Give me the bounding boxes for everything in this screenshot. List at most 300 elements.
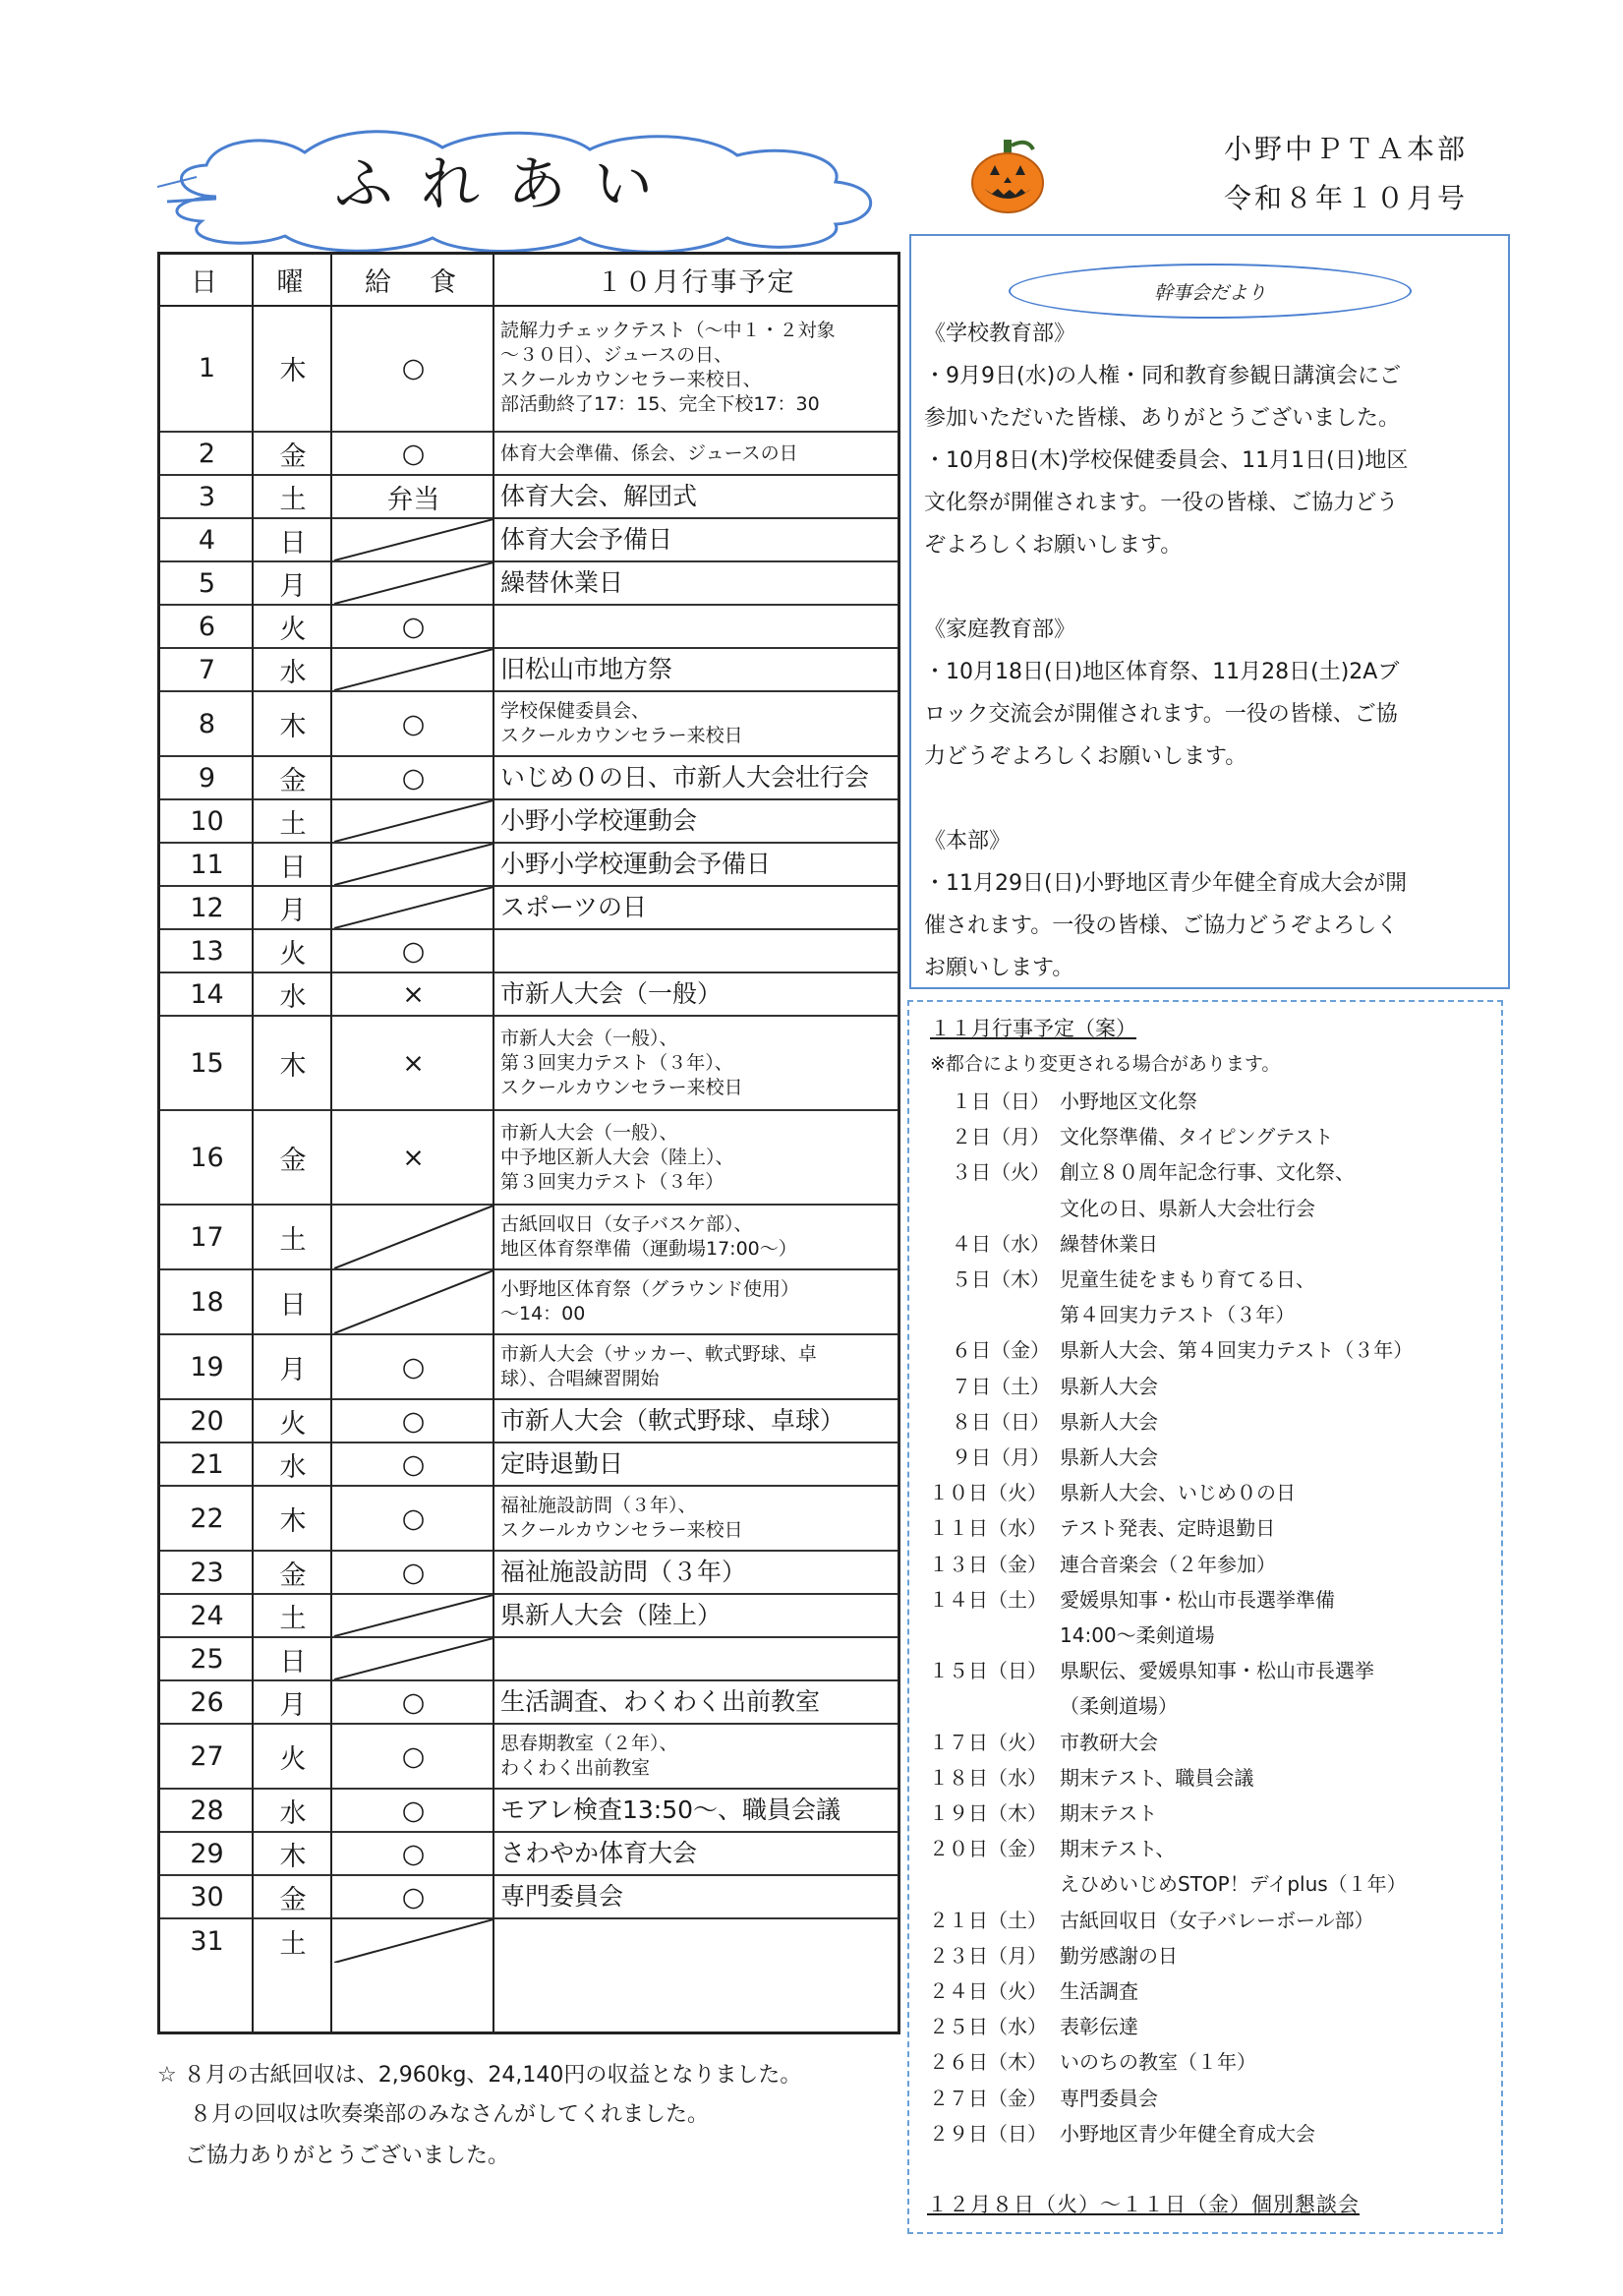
november-date: １３日（金） <box>929 1552 1047 1576</box>
event-line: スクールカウンセラー来校日、 <box>500 369 762 390</box>
row-weekday: 木 <box>279 1841 307 1872</box>
row-events-text <box>500 525 672 555</box>
november-event: 勤労感謝の日 <box>1060 1943 1178 1968</box>
row-day: 11 <box>190 849 224 880</box>
row-events <box>496 305 892 431</box>
november-date: ２０日（金） <box>929 1837 1047 1861</box>
row-day: 23 <box>190 1557 224 1588</box>
row-lunch: ○ <box>401 1838 426 1869</box>
row-events <box>496 476 892 517</box>
paper-recycling-note: ご協力ありがとうございました。 <box>185 2144 510 2168</box>
november-event: 表彰伝達 <box>1060 2015 1138 2039</box>
paper-recycling-note: ８月の回収は吹奏楽部のみなさんがしてくれました。 <box>190 2102 710 2127</box>
row-day: 30 <box>190 1881 224 1913</box>
row-lunch: ○ <box>401 1881 426 1913</box>
row-weekday: 月 <box>279 570 307 602</box>
table-row <box>160 1552 898 1595</box>
october-schedule-table <box>157 252 900 2034</box>
event-line: 繰替休業日 <box>500 568 624 597</box>
row-day: 25 <box>190 1643 224 1675</box>
row-lunch: ○ <box>401 1351 426 1383</box>
row-events <box>496 973 892 1015</box>
row-weekday: 金 <box>279 1145 307 1176</box>
row-day: 29 <box>190 1838 224 1869</box>
november-heading: １１月行事予定（案） <box>930 1017 1136 1040</box>
row-day: 7 <box>198 654 216 685</box>
row-day: 13 <box>190 935 224 967</box>
no-lunch-slash <box>334 562 493 604</box>
row-weekday: 木 <box>279 355 307 386</box>
november-event: 小野地区青少年健全育成大会 <box>1060 2121 1315 2146</box>
november-date: １４日（土） <box>929 1587 1047 1612</box>
november-date: ２９日（日） <box>929 2121 1047 2146</box>
event-line: 読解力チェックテスト（〜中１・２対象 <box>500 320 836 341</box>
issue-date: 令和８年１０月号 <box>1224 182 1469 214</box>
row-events-text <box>500 1027 743 1100</box>
table-row <box>160 433 898 476</box>
row-events-text <box>500 655 672 684</box>
table-row <box>160 1833 898 1876</box>
november-event: 第４回実力テスト（３年） <box>1060 1303 1296 1327</box>
row-day: 2 <box>198 438 216 469</box>
event-line: 市新人大会（一般） <box>500 979 723 1008</box>
row-lunch: ○ <box>401 708 426 739</box>
event-line: 部活動終了17：15、完全下校17：30 <box>500 393 820 415</box>
row-weekday: 金 <box>279 765 307 796</box>
november-event: 繰替休業日 <box>1060 1231 1158 1256</box>
row-events-text <box>500 482 697 511</box>
november-event: 生活調査 <box>1060 1979 1138 2003</box>
row-day: 14 <box>190 978 224 1010</box>
row-events <box>496 1017 892 1109</box>
row-weekday: 月 <box>279 1689 307 1721</box>
row-weekday: 土 <box>279 808 307 840</box>
table-row <box>160 1595 898 1638</box>
event-line: スクールカウンセラー来校日 <box>500 725 743 746</box>
november-caution: ※都合により変更される場合があります。 <box>930 1053 1281 1075</box>
row-events <box>496 1206 892 1268</box>
row-day: 18 <box>190 1286 224 1318</box>
table-row <box>160 930 898 973</box>
event-line: 第３回実力テスト（３年） <box>500 1170 725 1193</box>
event-line: 福祉施設訪問（３年）、 <box>500 1495 697 1516</box>
event-line: 学校保健委員会、 <box>500 700 651 722</box>
row-weekday: 月 <box>279 895 307 926</box>
row-events <box>496 606 892 647</box>
november-event: 県新人大会 <box>1060 1445 1158 1469</box>
row-events <box>496 1790 892 1831</box>
row-events-text <box>500 1687 820 1717</box>
november-event: 連合音楽会（２年参加） <box>1060 1552 1276 1576</box>
event-line: 体育大会予備日 <box>500 525 673 554</box>
row-events <box>496 1725 892 1788</box>
november-event: 県新人大会 <box>1060 1409 1158 1434</box>
row-events-text <box>500 442 798 466</box>
event-line: さわやか体育大会 <box>500 1839 698 1867</box>
row-day: 5 <box>198 567 216 599</box>
row-weekday: 日 <box>279 1646 307 1678</box>
organization-name: 小野中ＰＴＡ本部 <box>1224 133 1469 165</box>
row-day: 4 <box>198 524 216 556</box>
header-day: 日 <box>191 267 223 298</box>
row-day: 10 <box>190 805 224 837</box>
event-line: 県新人大会（陸上） <box>500 1601 723 1629</box>
table-row <box>160 973 898 1017</box>
row-events <box>496 887 892 928</box>
table-row <box>160 757 898 800</box>
row-day: 16 <box>190 1142 224 1173</box>
row-events-text <box>500 1558 746 1587</box>
november-date: ８日（日） <box>952 1409 1050 1434</box>
row-events-text <box>500 1882 623 1912</box>
row-weekday: 火 <box>279 938 307 970</box>
row-lunch: ○ <box>401 1405 426 1437</box>
row-events-text <box>500 1601 722 1630</box>
table-row <box>160 519 898 562</box>
event-line: 旧松山市地方祭 <box>500 655 673 683</box>
kanji-news-line: ・9月9日(水)の人権・同和教育参観日講演会にご <box>924 364 1402 388</box>
november-date: １８日（水） <box>929 1765 1047 1790</box>
kanji-news-line: ・10月18日(日)地区体育祭、11月28日(土)2Aブ <box>924 660 1400 684</box>
november-date: ２１日（土） <box>929 1908 1047 1932</box>
row-lunch: ○ <box>401 935 426 967</box>
table-row <box>160 1017 898 1111</box>
row-events-text <box>500 699 743 748</box>
column-divider <box>493 255 494 2031</box>
row-weekday: 水 <box>279 981 307 1013</box>
row-events-text <box>500 1494 743 1543</box>
row-lunch: ○ <box>401 1686 426 1718</box>
november-event: テスト発表、定時退勤日 <box>1060 1516 1276 1541</box>
row-events <box>496 1595 892 1636</box>
table-row <box>160 800 898 844</box>
event-line: 〜14：00 <box>500 1303 586 1325</box>
header-weekday: 曜 <box>276 267 310 298</box>
row-lunch: ○ <box>401 1557 426 1588</box>
row-events <box>496 692 892 755</box>
event-line: わくわく出前教室 <box>500 1757 651 1779</box>
row-lunch: × <box>402 1047 425 1079</box>
row-weekday: 木 <box>279 1505 307 1537</box>
november-date: １日（日） <box>952 1089 1050 1113</box>
no-lunch-slash <box>334 519 493 560</box>
row-lunch: ○ <box>401 1740 426 1772</box>
row-events-text <box>500 1449 623 1479</box>
row-events <box>496 1443 892 1485</box>
row-day: 19 <box>190 1351 224 1383</box>
row-day: 22 <box>190 1502 224 1534</box>
table-row <box>160 1487 898 1552</box>
november-event: 古紙回収日（女子バレーボール部） <box>1060 1908 1374 1932</box>
november-date: ２７日（金） <box>929 2086 1047 2110</box>
row-lunch: ○ <box>401 611 426 642</box>
row-lunch: ○ <box>401 1795 426 1826</box>
event-line: 小野地区体育祭（グラウンド使用） <box>500 1278 800 1300</box>
row-day: 1 <box>198 352 216 383</box>
row-weekday: 水 <box>279 1797 307 1829</box>
table-row <box>160 1681 898 1725</box>
row-events-text <box>500 979 722 1009</box>
event-line: 思春期教室（２年）、 <box>500 1733 678 1754</box>
table-row <box>160 1400 898 1443</box>
kanji-news-line: ・10月8日(木)学校保健委員会、11月1日(日)地区 <box>924 448 1409 473</box>
row-events <box>496 1876 892 1917</box>
column-divider <box>330 255 332 2031</box>
table-row <box>160 305 898 433</box>
row-day: 24 <box>190 1600 224 1631</box>
kanji-news-heading: 幹事会だより <box>1009 264 1412 319</box>
november-footer: １２月８日（火）〜１１日（金）個別懇談会 <box>927 2193 1360 2216</box>
event-line: 市新人大会（一般）、 <box>500 1027 678 1049</box>
row-day: 6 <box>198 611 216 642</box>
row-weekday: 金 <box>279 1560 307 1591</box>
november-event: いのちの教室（１年） <box>1060 2050 1256 2075</box>
table-row <box>160 649 898 692</box>
row-weekday: 水 <box>279 1451 307 1483</box>
row-events-text <box>500 1212 797 1262</box>
november-event: 県新人大会 <box>1060 1374 1158 1398</box>
row-weekday: 金 <box>279 441 307 472</box>
row-events <box>496 1552 892 1593</box>
table-row <box>160 1335 898 1400</box>
november-date: ５日（木） <box>952 1267 1050 1291</box>
november-date: ７日（土） <box>952 1374 1050 1398</box>
row-events-text <box>500 1839 697 1868</box>
kanji-news-line: 《本部》 <box>924 829 1012 854</box>
kanji-news-line: ・11月29日(日)小野地区青少年健全育成大会が開 <box>924 871 1408 896</box>
row-lunch: ○ <box>401 1502 426 1534</box>
row-events-text <box>500 850 771 879</box>
row-events-text <box>500 806 697 836</box>
row-lunch: ○ <box>401 1448 426 1480</box>
event-line: 市新人大会（サッカー、軟式野球、卓 <box>500 1343 817 1365</box>
row-weekday: 金 <box>279 1884 307 1915</box>
row-weekday: 土 <box>279 1224 307 1256</box>
no-lunch-slash <box>334 887 493 928</box>
november-date: ２４日（火） <box>929 1979 1047 2003</box>
row-weekday: 火 <box>279 1743 307 1775</box>
row-weekday: 木 <box>279 1050 307 1082</box>
pumpkin-icon <box>968 138 1047 216</box>
kanji-news-line: 力どうぞよろしくお願いします。 <box>924 744 1247 769</box>
row-day: 20 <box>190 1405 224 1437</box>
november-event: 期末テスト、 <box>1060 1837 1176 1861</box>
november-event: 専門委員会 <box>1060 2086 1158 2110</box>
row-events-text <box>500 1796 840 1825</box>
november-date: ２５日（水） <box>929 2015 1047 2039</box>
event-line: 球）、合唱練習開始 <box>500 1368 660 1389</box>
kanji-news-line: お願いします。 <box>924 956 1074 980</box>
november-event: 期末テスト <box>1060 1801 1158 1825</box>
row-lunch: × <box>402 978 425 1010</box>
row-events-text <box>500 1732 678 1781</box>
row-events <box>496 1335 892 1398</box>
table-header <box>160 255 898 307</box>
event-line: 第３回実力テスト（３年）、 <box>500 1051 733 1074</box>
paper-recycling-note: ☆ ８月の古紙回収は、2,960kg、24,140円の収益となりました。 <box>157 2063 802 2088</box>
row-events-text <box>500 568 623 598</box>
row-events <box>496 757 892 798</box>
november-date: ４日（水） <box>952 1231 1050 1256</box>
event-line: スクールカウンセラー来校日 <box>500 1076 743 1098</box>
row-weekday: 火 <box>279 614 307 645</box>
row-events <box>496 1111 892 1204</box>
event-line: 〜３０日）、ジュースの日、 <box>500 344 733 366</box>
november-event: 期末テスト、職員会議 <box>1060 1765 1254 1790</box>
table-row <box>160 1111 898 1206</box>
row-events-text <box>500 1342 817 1391</box>
kanji-news-line: 催されます。一役の皆様、ご協力どうぞよろしく <box>924 913 1399 938</box>
table-row <box>160 1270 898 1335</box>
event-line: 古紙回収日（女子バスケ部）、 <box>500 1213 753 1235</box>
november-event: 県駅伝、愛媛県知事・松山市長選挙 <box>1060 1659 1374 1683</box>
row-day: 8 <box>198 708 216 739</box>
no-lunch-slash <box>334 800 493 842</box>
november-date: ２３日（月） <box>929 1943 1047 1968</box>
kanji-news-line: 文化祭が開催されます。一役の皆様、ご協力どう <box>924 491 1399 515</box>
event-line: 体育大会、解団式 <box>500 482 698 510</box>
event-line: 小野小学校運動会 <box>500 806 698 835</box>
november-event: 文化祭準備、タイピングテスト <box>1060 1125 1334 1149</box>
row-day: 31 <box>190 1925 224 1957</box>
row-events <box>496 1400 892 1442</box>
event-line: スポーツの日 <box>500 893 648 921</box>
november-event: 県新人大会、第４回実力テスト（３年） <box>1060 1338 1414 1363</box>
row-day: 3 <box>198 481 216 512</box>
event-line: 小野小学校運動会予備日 <box>500 850 772 878</box>
table-row <box>160 606 898 649</box>
row-weekday: 日 <box>279 527 307 559</box>
row-events-text <box>500 1277 799 1326</box>
row-day: 21 <box>190 1448 224 1480</box>
row-events-text <box>500 763 869 793</box>
november-date: １５日（日） <box>929 1659 1047 1683</box>
no-lunch-slash <box>334 844 493 885</box>
row-events <box>496 930 892 971</box>
november-event: 14:00〜柔剣道場 <box>1060 1623 1215 1647</box>
row-events <box>496 649 892 690</box>
kanji-news-line: ロック交流会が開催されます。一役の皆様、ご協 <box>924 702 1398 727</box>
row-events <box>496 1919 892 1963</box>
kanji-news-line: 参加いただいた皆様、ありがとうございました。 <box>924 406 1401 431</box>
row-weekday: 日 <box>279 1289 307 1321</box>
row-weekday: 月 <box>279 1354 307 1385</box>
no-lunch-slash <box>334 1595 493 1636</box>
november-event: （柔剣道場） <box>1060 1694 1178 1719</box>
november-date: １９日（木） <box>929 1801 1047 1825</box>
column-divider <box>252 255 254 2031</box>
event-line: モアレ検査13:50〜、職員会議 <box>500 1796 841 1824</box>
table-row <box>160 1638 898 1681</box>
row-day: 15 <box>190 1047 224 1079</box>
row-day: 9 <box>198 762 216 794</box>
row-weekday: 木 <box>279 711 307 742</box>
table-row <box>160 1206 898 1270</box>
november-date: ２６日（木） <box>929 2050 1047 2075</box>
row-day: 28 <box>190 1795 224 1826</box>
november-date: １７日（火） <box>929 1730 1047 1754</box>
november-date: ６日（金） <box>952 1338 1050 1363</box>
row-events-text <box>500 893 647 922</box>
row-events <box>496 562 892 604</box>
no-lunch-slash <box>334 649 493 690</box>
row-weekday: 土 <box>279 1603 307 1634</box>
no-lunch-slash <box>334 1206 493 1268</box>
row-lunch: ○ <box>401 352 426 383</box>
november-date: １１日（水） <box>929 1516 1047 1541</box>
row-events-text <box>500 319 836 417</box>
november-event: 市教研大会 <box>1060 1730 1158 1754</box>
row-events <box>496 1638 892 1679</box>
header-lunch: 給 食 <box>365 267 462 298</box>
row-weekday: 火 <box>279 1408 307 1440</box>
november-event: 愛媛県知事・松山市長選挙準備 <box>1060 1587 1335 1612</box>
november-event: 小野地区文化祭 <box>1060 1089 1197 1113</box>
event-line: 福祉施設訪問（３年） <box>500 1558 747 1586</box>
row-events <box>496 1487 892 1550</box>
row-weekday: 土 <box>279 484 307 515</box>
event-line: 生活調査、わくわく出前教室 <box>500 1687 821 1716</box>
no-lunch-slash <box>334 1919 493 1963</box>
event-line: 専門委員会 <box>500 1882 624 1911</box>
row-day: 27 <box>190 1740 224 1772</box>
row-events <box>496 800 892 842</box>
kanji-news-line: 《学校教育部》 <box>924 322 1076 346</box>
row-events <box>496 844 892 885</box>
no-lunch-slash <box>334 1270 493 1333</box>
event-line: 中予地区新人大会（陸上）、 <box>500 1146 734 1168</box>
november-event: えひめいじめSTOP！デイplus（１年） <box>1060 1872 1407 1897</box>
row-day: 26 <box>190 1686 224 1718</box>
kanji-news-line: 《家庭教育部》 <box>924 618 1076 642</box>
header-events: １０月行事予定 <box>596 267 796 298</box>
row-events <box>496 433 892 474</box>
november-date: ９日（月） <box>952 1445 1050 1469</box>
event-line: 市新人大会（一般）、 <box>500 1121 678 1144</box>
event-line: 市新人大会（軟式野球、卓球） <box>500 1406 845 1435</box>
table-row <box>160 1443 898 1487</box>
row-events <box>496 519 892 560</box>
table-row <box>160 692 898 757</box>
page-title: ふれあい <box>334 150 680 219</box>
table-row <box>160 1876 898 1919</box>
row-day: 17 <box>190 1221 224 1253</box>
no-lunch-slash <box>334 1638 493 1679</box>
row-events-text <box>500 1406 844 1436</box>
table-row <box>160 1919 898 1963</box>
november-date: １０日（火） <box>929 1481 1047 1505</box>
event-line: 定時退勤日 <box>500 1449 624 1478</box>
table-row <box>160 887 898 930</box>
row-events <box>496 1270 892 1333</box>
row-lunch: 弁当 <box>386 484 440 515</box>
row-weekday: 日 <box>279 852 307 883</box>
row-day: 12 <box>190 892 224 923</box>
row-weekday: 土 <box>279 1928 307 1960</box>
november-event: 文化の日、県新人大会壮行会 <box>1060 1196 1315 1220</box>
row-events <box>496 1833 892 1874</box>
row-lunch: ○ <box>401 438 426 469</box>
row-lunch: × <box>402 1142 425 1173</box>
row-events-text <box>500 1121 734 1195</box>
november-event: 県新人大会、いじめ０の日 <box>1060 1481 1296 1505</box>
event-line: 地区体育祭準備（運動場17:00〜） <box>500 1238 797 1260</box>
november-event: 児童生徒をまもり育てる日、 <box>1060 1267 1315 1291</box>
event-line: 体育大会準備、係会、ジュースの日 <box>500 442 798 464</box>
table-row <box>160 476 898 519</box>
event-line: スクールカウンセラー来校日 <box>500 1519 743 1541</box>
november-date: ２日（月） <box>952 1125 1050 1149</box>
